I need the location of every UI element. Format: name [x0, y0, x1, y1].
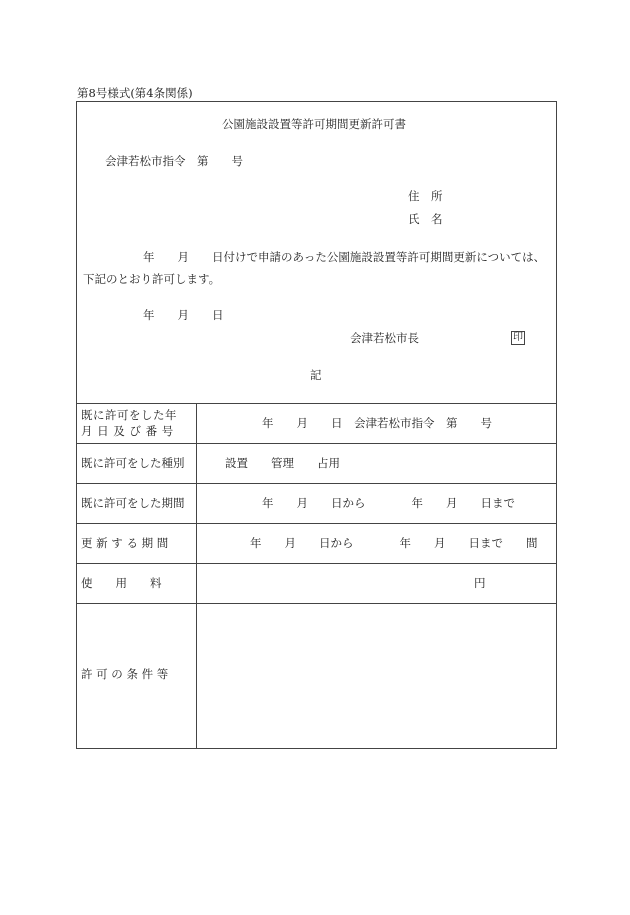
name-label: 氏 名: [408, 212, 443, 226]
row-label-permit-type: 既に許可をした種別: [81, 456, 185, 470]
row-value-permit-period: 年 月 日から 年 月 日まで: [262, 496, 515, 510]
table-rule: [76, 523, 556, 524]
row-value-permit-type: 設置 管理 占用: [225, 456, 340, 470]
row-value-usage-fee: 円: [474, 576, 486, 590]
row-label-usage-fee: 使 用 料: [81, 576, 162, 590]
table-column-rule: [196, 403, 197, 748]
table-rule: [76, 403, 556, 404]
body-text-line2: 下記のとおり許可します。: [83, 272, 221, 286]
row-value-permit-date: 年 月 日 会津若松市指令 第 号: [262, 416, 492, 430]
issuer-name: 会津若松市長: [350, 331, 419, 345]
permit-number-line: 会津若松市指令 第 号: [105, 154, 243, 168]
table-rule: [76, 563, 556, 564]
address-label: 住 所: [408, 189, 443, 203]
table-rule: [76, 603, 556, 604]
form-number: 第8号様式(第4条関係): [77, 86, 193, 100]
body-text-line1: 年 月 日付けで申請のあった公園施設設置等許可期間更新については、: [143, 250, 546, 264]
table-rule: [76, 443, 556, 444]
row-label-permit-period: 既に許可をした期間: [81, 496, 185, 510]
ki-heading: 記: [310, 368, 322, 382]
table-rule: [76, 483, 556, 484]
row-label-conditions: 許 可 の 条 件 等: [81, 667, 169, 681]
row-label-renewal-period: 更 新 す る 期 間: [81, 536, 169, 550]
issue-date: 年 月 日: [143, 308, 224, 322]
seal-mark: 印: [513, 332, 523, 343]
row-value-renewal-period: 年 月 日から 年 月 日まで 間: [250, 536, 538, 550]
row-label-permit-date-line1: 既に許可をした年: [81, 408, 177, 422]
row-label-permit-date-line2: 月 日 及 び 番 号: [81, 424, 174, 438]
form-title: 公園施設設置等許可期間更新許可書: [222, 117, 406, 131]
